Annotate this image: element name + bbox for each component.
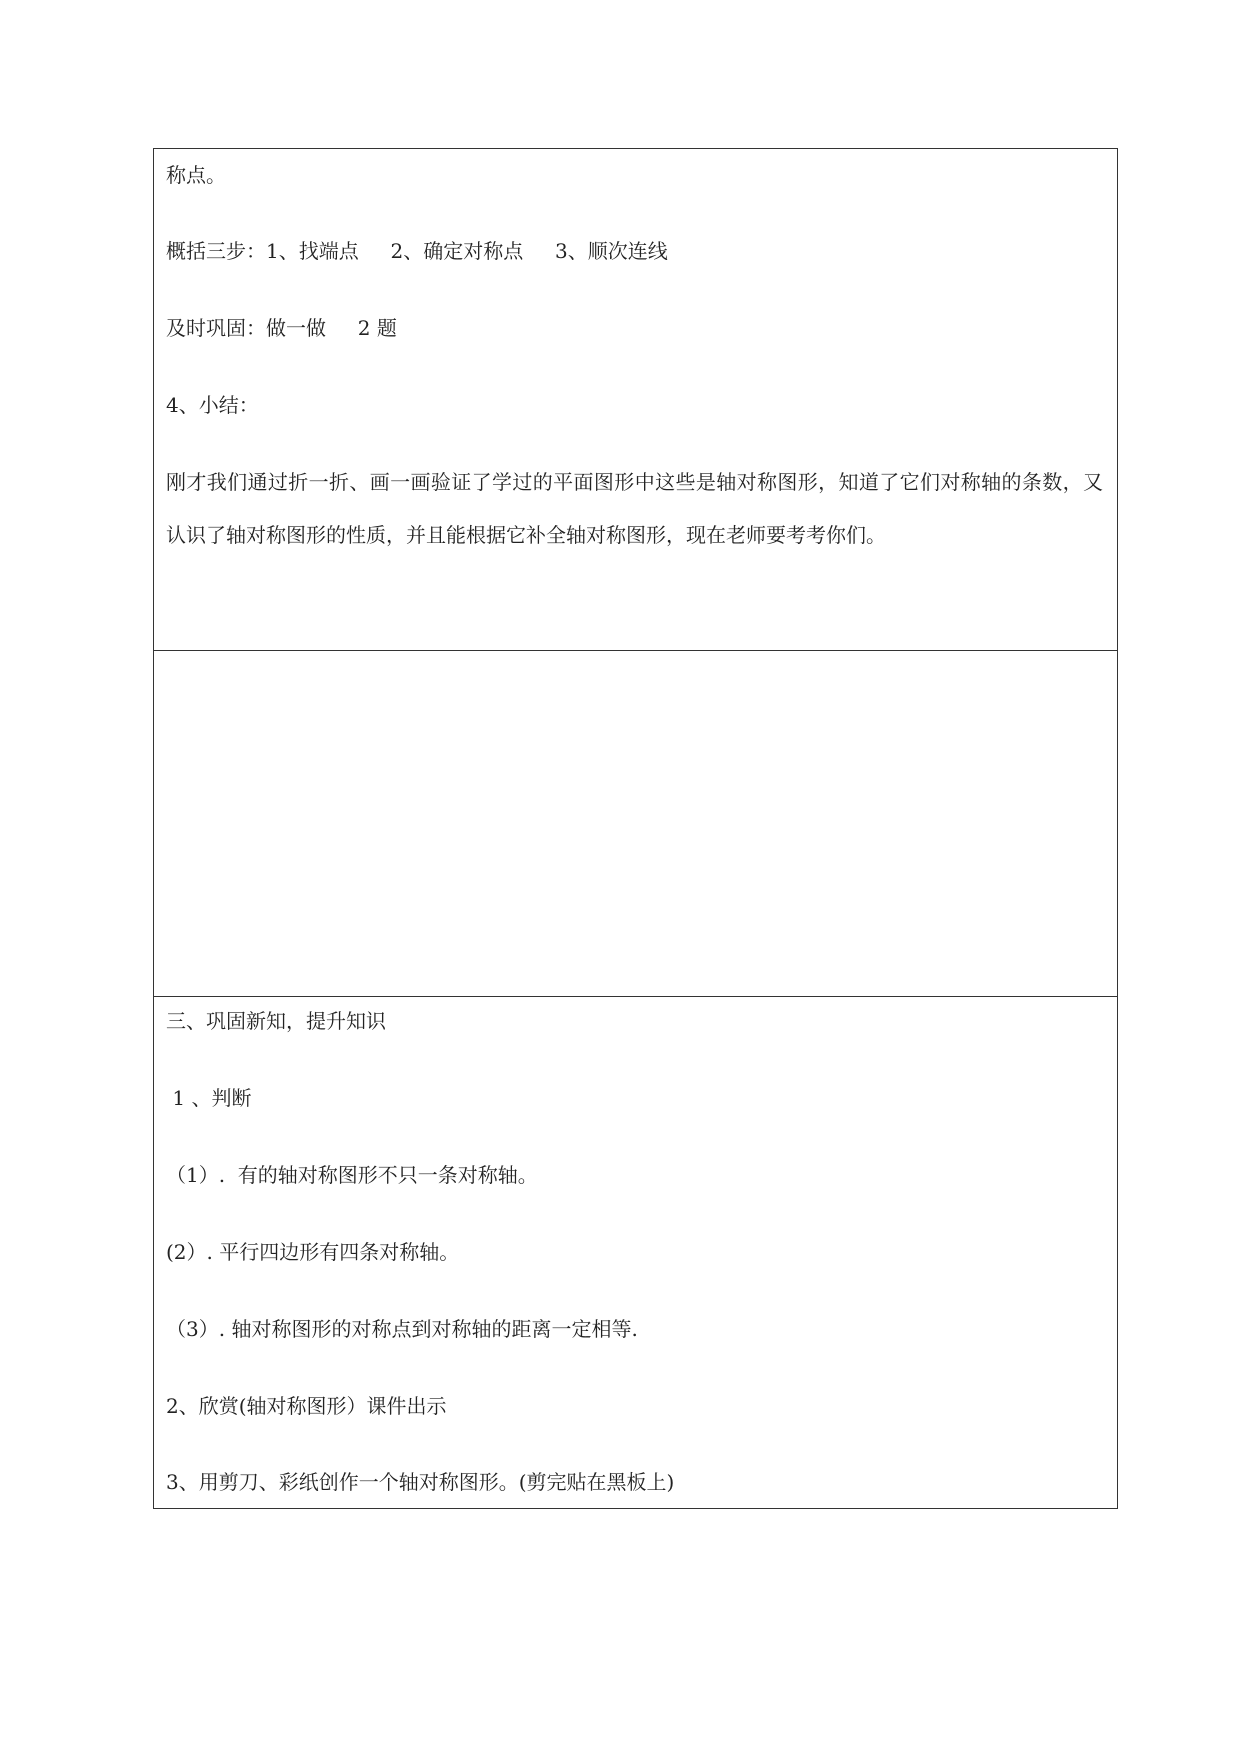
practice-line: 及时巩固：做一做 2 题 bbox=[166, 316, 397, 340]
judge-item-1: （1）. 有的轴对称图形不只一条对称轴。 bbox=[166, 1163, 538, 1187]
judge-item-2: (2）. 平行四边形有四条对称轴。 bbox=[166, 1240, 460, 1264]
summary-heading: 4、小结： bbox=[166, 393, 259, 417]
section-heading: 三、巩固新知，提升知识 bbox=[166, 1009, 386, 1033]
summary-paragraph: 刚才我们通过折一折、画一画验证了学过的平面图形中这些是轴对称图形，知道了它们对称轴的条数，又认识了轴对称图形的性质，并且能根据它补全轴对称图形，现在老师要考考你们。 bbox=[166, 470, 1103, 547]
judge-item-3: （3）. 轴对称图形的对称点到对称轴的距离一定相等. bbox=[166, 1317, 638, 1341]
steps-line: 概括三步：1、找端点 2、确定对称点 3、顺次连线 bbox=[166, 239, 668, 263]
create-line: 3、用剪刀、彩纸创作一个轴对称图形。(剪完贴在黑板上) bbox=[166, 1470, 675, 1494]
judge-heading: 1 、判断 bbox=[166, 1086, 252, 1110]
table-cell-empty bbox=[153, 650, 1118, 997]
text-line: 称点。 bbox=[166, 163, 226, 187]
appreciate-line: 2、欣赏(轴对称图形）课件出示 bbox=[166, 1394, 447, 1418]
table-cell-consolidation bbox=[153, 996, 1118, 1509]
table-cell-summary bbox=[153, 148, 1118, 651]
